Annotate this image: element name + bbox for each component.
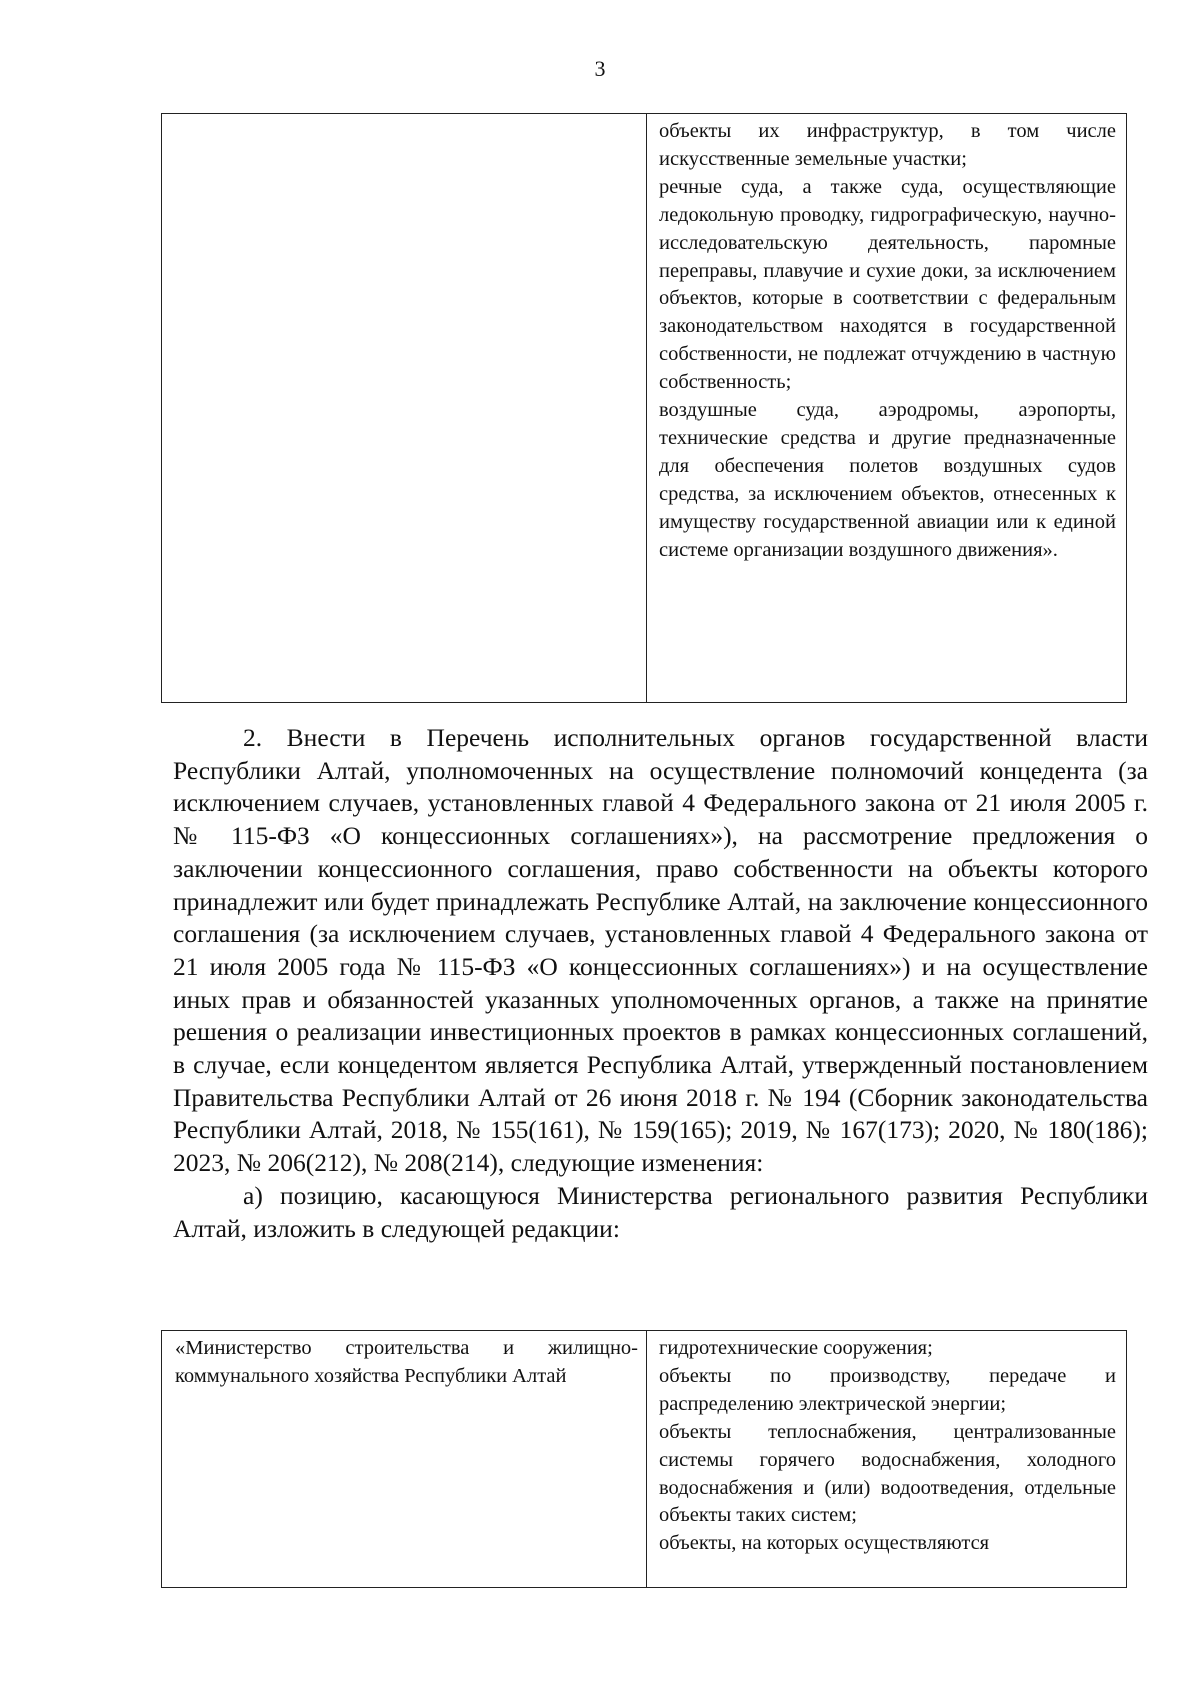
paragraph-2a: а) позицию, касающуюся Министерства регионального развития Республики Алтай, изложить в следующей редакции: — [173, 1180, 1148, 1243]
table-cell-item: объекты теплоснабжения, централизованные системы горячего водоснабжения, холодного водоснабжения и (или) водоотведения, отдельные объекты таких систем; — [659, 1420, 1116, 1527]
table-cell-item: воздушные суда, аэродромы, аэропорты, технические средства и другие предназначенные для обеспечения полетов воздушных судов средства, за исключением объектов, отнесенных к имуществу государственной авиации или к единой системе организации воздушного движения». — [659, 399, 1116, 561]
table-cell-right — [647, 114, 1126, 702]
table-continuation — [161, 113, 1127, 703]
page-number: 3 — [594, 56, 606, 81]
table-cell-left — [162, 114, 647, 702]
table-cell-right — [647, 1331, 1126, 1587]
table-new-position — [161, 1330, 1127, 1588]
table-cell-item: объекты их инфраструктур, в том числе искусственные земельные участки; — [659, 120, 1116, 170]
table-cell-item: объекты, на которых осуществляются — [659, 1532, 990, 1555]
body-text — [173, 722, 1148, 1245]
table-cell-item: речные суда, а также суда, осуществляющие ледокольную проводку, гидрографическую, научно-исследовательскую деятельность, паромные переправы, плавучие и сухие доки, за исключением объектов, которые в соответствии с федеральным законодательством находятся в государственной собственности, не подлежат отчуждению в частную собственность; — [659, 175, 1116, 394]
table-cell-left — [162, 1331, 647, 1587]
paragraph-2: 2. Внести в Перечень исполнительных органов государственной власти Республики Алтай, уполномоченных на осуществление полномочий концедента (за исключением случаев, установленных главой 4 Федерального закона от 21 июля 2005 г. № 115-ФЗ «О концессионных соглашениях»), на рассмотрение предложения о заключении концессионного соглашения, право собственности на объекты которого принадлежит или будет принадлежать Республике Алтай, на заключение концессионного соглашения (за исключением случаев, установленных главой 4 Федерального закона от 21 июля 2005 года № 115-ФЗ «О концессионных соглашениях») и на осуществление иных прав и обязанностей указанных уполномоченных органов, а также на принятие решения о реализации инвестиционных проектов в рамках концессионных соглашений, в случае, если концедентом является Республика Алтай, утвержденный постановлением Правительства Республики Алтай от 26 июня 2018 г. № 194 (Сборник законодательства Республики Алтай, 2018, № 155(161), № 159(165); 2019, № 167(173); 2020, № 180(186); 2023, № 206(212), № 208(214), следующие изменения: — [173, 723, 1148, 1178]
table-cell-item: гидротехнические сооружения; — [659, 1337, 933, 1359]
table-cell-item: объекты по производству, передаче и распределению электрической энергии; — [659, 1364, 1116, 1415]
ministry-name: «Министерство строительства и жилищно-коммунального хозяйства Республики Алтай — [175, 1337, 638, 1387]
